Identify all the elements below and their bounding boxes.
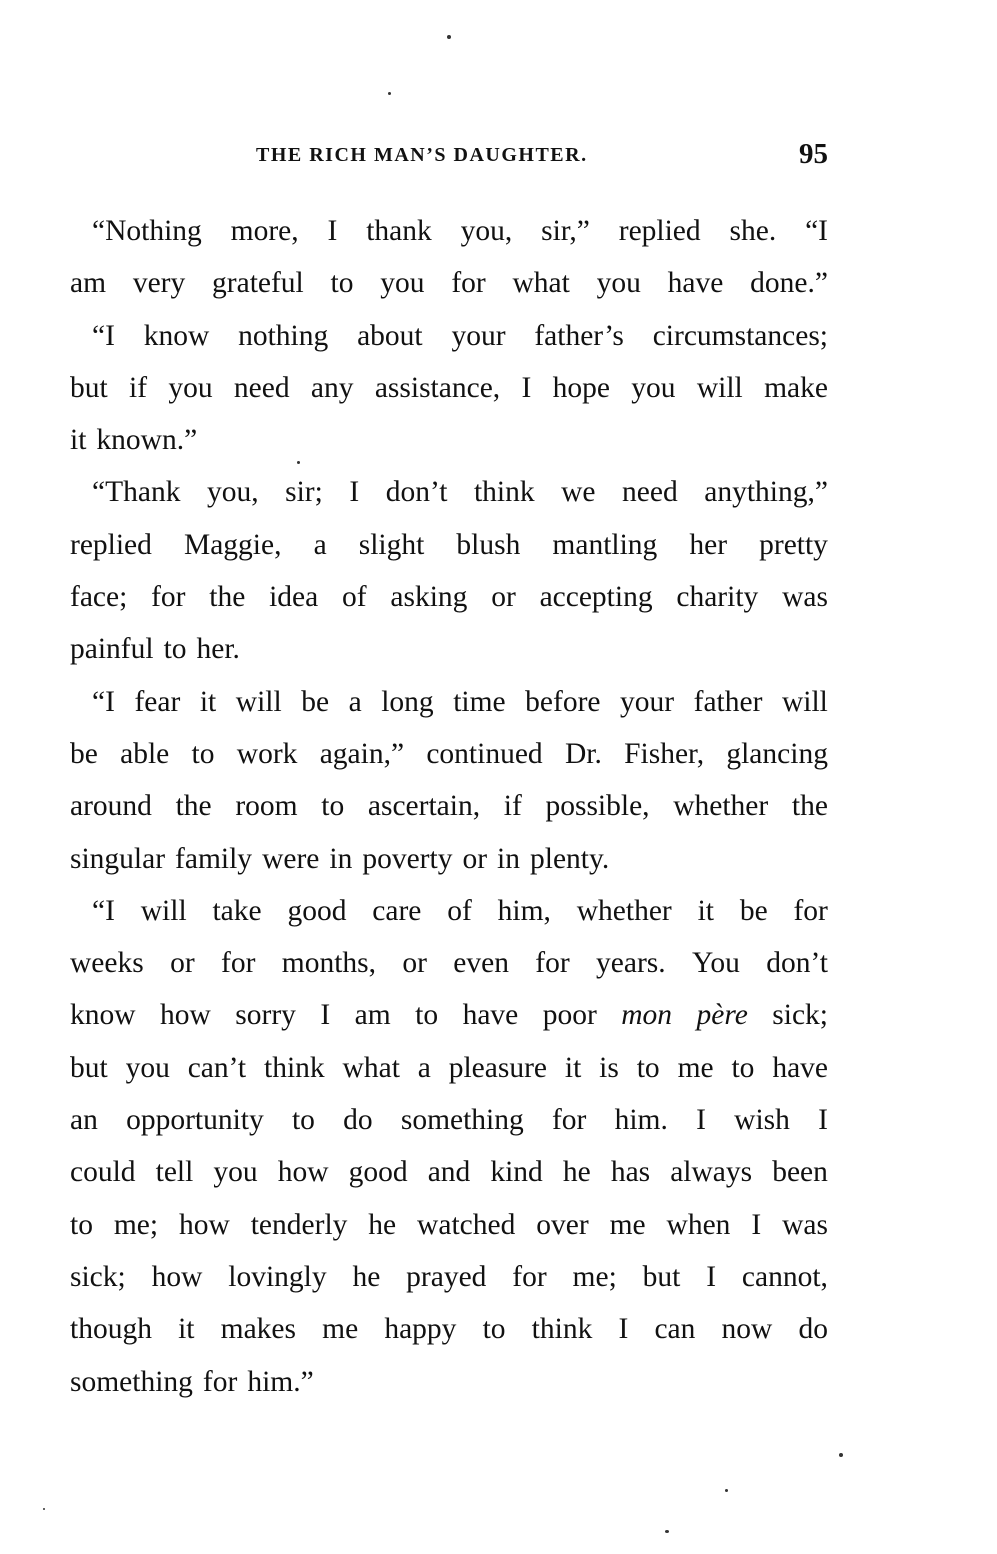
word: père <box>696 999 748 1032</box>
word: think <box>264 1051 325 1084</box>
word: opportunity <box>126 1104 264 1137</box>
word: to <box>321 790 345 823</box>
word: it <box>199 685 217 718</box>
word: assistance, <box>374 371 501 404</box>
word: take <box>212 894 262 927</box>
word: replied <box>618 215 701 247</box>
word: before <box>525 685 601 718</box>
word: “Nothing <box>92 215 202 247</box>
word: when <box>666 1208 731 1241</box>
word: long <box>381 685 434 718</box>
word: anything,” <box>704 476 828 509</box>
word: will <box>781 685 828 718</box>
word: ascertain, <box>367 790 481 823</box>
word: or <box>462 842 488 875</box>
word: years. <box>596 947 666 980</box>
text-line <box>70 833 828 885</box>
word: even <box>453 947 509 980</box>
word: sick; <box>70 1260 126 1293</box>
word: good <box>287 894 347 927</box>
word: how <box>160 999 211 1032</box>
word: for <box>551 1104 587 1137</box>
word: glancing <box>726 737 828 770</box>
word: father’s <box>534 319 624 352</box>
word: fear <box>134 685 181 718</box>
word: her <box>689 528 728 561</box>
word: replied <box>70 528 152 561</box>
word: for <box>151 581 186 614</box>
word: I <box>521 371 532 404</box>
word: Fisher, <box>624 737 705 770</box>
word: I <box>320 999 331 1032</box>
text-line <box>70 466 828 518</box>
word: if <box>503 790 522 823</box>
word: poverty <box>362 842 453 875</box>
word: of <box>447 894 472 927</box>
running-title: THE RICH MAN’S DAUGHTER. <box>256 144 588 166</box>
word: will <box>140 894 187 927</box>
word: what <box>342 1051 400 1084</box>
word: him. <box>614 1104 668 1137</box>
word: will <box>235 685 282 718</box>
word: you, <box>460 215 513 247</box>
word: to <box>636 1051 660 1084</box>
word: you, <box>206 476 259 509</box>
word: possible, <box>545 790 650 823</box>
word: you <box>168 371 213 404</box>
word: but <box>642 1260 681 1293</box>
word: family <box>175 842 253 875</box>
word: time <box>453 685 506 718</box>
word: to <box>291 1104 315 1137</box>
word: happy <box>384 1313 457 1346</box>
word: again,” <box>319 737 405 770</box>
page-number: 95 <box>799 138 828 170</box>
word: were <box>262 842 320 875</box>
word: can’t <box>187 1051 247 1084</box>
word: you <box>125 1051 170 1084</box>
scan-speck <box>388 92 391 95</box>
word: Dr. <box>564 737 602 770</box>
word: singular <box>70 842 166 875</box>
word: for <box>451 267 486 300</box>
scan-speck <box>665 1530 669 1533</box>
word: a <box>348 685 362 718</box>
word: around <box>70 790 152 823</box>
word: or <box>491 581 516 614</box>
word: able <box>120 737 170 770</box>
word: “Thank <box>92 476 181 509</box>
word: to <box>163 633 187 666</box>
word: or <box>170 947 195 980</box>
word: to <box>330 267 354 300</box>
word: think <box>531 1313 593 1346</box>
text-line <box>70 414 828 466</box>
word: was <box>782 1208 828 1241</box>
word: work <box>236 737 298 770</box>
word: continued <box>426 737 543 770</box>
body-text <box>70 205 828 1408</box>
word: know <box>70 999 136 1032</box>
word: for <box>793 894 828 927</box>
scan-speck <box>725 1489 728 1492</box>
word: wish <box>734 1104 790 1137</box>
word: make <box>764 371 828 404</box>
word: asking <box>390 581 468 614</box>
word: known.” <box>96 424 198 457</box>
word: if <box>129 371 148 404</box>
word: poor <box>542 999 597 1032</box>
word: it <box>697 894 714 927</box>
word: me; <box>572 1260 617 1293</box>
word: I <box>751 1208 762 1241</box>
word: how <box>151 1260 203 1293</box>
word: have <box>667 267 724 300</box>
text-line <box>70 728 828 780</box>
word: accepting <box>539 581 653 614</box>
word: thank <box>366 215 432 247</box>
word: “I <box>805 215 828 247</box>
word: lovingly <box>228 1260 327 1293</box>
word: he <box>352 1260 381 1293</box>
word: face; <box>70 581 128 614</box>
word: tell <box>155 1156 194 1189</box>
word: more, <box>230 215 299 247</box>
word: grateful <box>212 267 304 300</box>
word: something <box>70 1365 193 1398</box>
word: but <box>70 1051 108 1084</box>
word: your <box>620 685 675 718</box>
word: to <box>70 1208 93 1241</box>
word: slight <box>358 528 425 561</box>
word: he <box>562 1156 591 1189</box>
word: circumstances; <box>652 319 828 352</box>
word: now <box>721 1313 773 1346</box>
word: the <box>175 790 212 823</box>
word: tenderly <box>250 1208 348 1241</box>
text-line <box>70 1356 828 1408</box>
text-line <box>70 676 828 728</box>
word: over <box>536 1208 589 1241</box>
text-line <box>70 519 828 571</box>
word: can <box>654 1313 696 1346</box>
word: you <box>596 267 641 300</box>
text-line <box>70 1303 828 1355</box>
word: don’t <box>766 947 828 980</box>
word: for <box>202 1365 238 1398</box>
word: good <box>348 1156 408 1189</box>
word: me <box>609 1208 646 1241</box>
word: be <box>70 737 98 770</box>
word: has <box>610 1156 651 1189</box>
word: I <box>696 1104 706 1137</box>
word: for <box>512 1260 547 1293</box>
text-line <box>70 205 828 257</box>
word: it <box>564 1051 582 1084</box>
word: always <box>670 1156 753 1189</box>
word: me <box>322 1313 359 1346</box>
word: idea <box>269 581 319 614</box>
word: whether <box>673 790 769 823</box>
word: months, <box>281 947 376 980</box>
word: and <box>427 1156 471 1189</box>
word: “I <box>92 319 115 352</box>
word: to <box>731 1051 755 1084</box>
word: pretty <box>759 528 828 561</box>
word: a <box>313 528 327 561</box>
scan-speck <box>839 1453 843 1457</box>
word: it <box>70 424 87 457</box>
word: I <box>818 1104 828 1137</box>
text-line <box>70 885 828 937</box>
word: me; <box>113 1208 159 1241</box>
word: about <box>357 319 423 352</box>
word: be <box>301 685 330 718</box>
word: how <box>179 1208 230 1241</box>
word: kind <box>490 1156 543 1189</box>
word: I <box>618 1313 629 1346</box>
text-line <box>70 571 828 623</box>
word: any <box>310 371 354 404</box>
word: the <box>791 790 828 823</box>
word: charity <box>676 581 759 614</box>
word: he <box>368 1208 397 1241</box>
word: have <box>772 1051 828 1084</box>
text-line <box>70 257 828 309</box>
word: to <box>191 737 215 770</box>
word: painful <box>70 633 154 666</box>
word: hope <box>552 371 610 404</box>
word: pleasure <box>448 1051 548 1084</box>
word: to <box>415 999 439 1032</box>
text-line <box>70 780 828 832</box>
word: sir; <box>285 476 323 509</box>
word: we <box>561 476 596 509</box>
word: be <box>739 894 768 927</box>
word: father <box>693 685 763 718</box>
word: though <box>70 1313 152 1346</box>
word: me <box>677 1051 714 1084</box>
word: prayed <box>406 1260 487 1293</box>
word: You <box>692 947 740 980</box>
word: do <box>343 1104 373 1137</box>
word: how <box>277 1156 329 1189</box>
word: could <box>70 1156 136 1189</box>
word: or <box>402 947 427 980</box>
word: am <box>354 999 391 1032</box>
word: in <box>497 842 520 875</box>
text-line <box>70 623 828 675</box>
word: was <box>782 581 828 614</box>
text-line <box>70 1251 828 1303</box>
scan-speck <box>43 1508 45 1510</box>
word: you <box>380 267 425 300</box>
word: whether <box>576 894 672 927</box>
word: “I <box>92 894 115 927</box>
word: but <box>70 371 108 404</box>
word: mantling <box>552 528 658 561</box>
word: know <box>143 319 210 352</box>
page-header <box>70 138 828 178</box>
word: need <box>622 476 678 509</box>
word: makes <box>220 1313 297 1346</box>
word: need <box>233 371 290 404</box>
word: cannot, <box>741 1260 828 1293</box>
word: room <box>235 790 298 823</box>
text-line <box>70 1094 828 1146</box>
word: nothing <box>238 319 329 352</box>
text-line <box>70 937 828 989</box>
word: for <box>535 947 570 980</box>
word: Maggie, <box>183 528 282 561</box>
text-line <box>70 310 828 362</box>
word: what <box>512 267 570 300</box>
word: she. <box>729 215 777 247</box>
text-line <box>70 989 828 1041</box>
text-line <box>70 1199 828 1251</box>
word: think <box>473 476 535 509</box>
word: done.” <box>750 267 828 300</box>
word: I <box>706 1260 717 1293</box>
word: of <box>342 581 367 614</box>
word: very <box>132 267 186 300</box>
word: care <box>372 894 422 927</box>
word: do <box>798 1313 828 1346</box>
word: for <box>221 947 256 980</box>
word: watched <box>417 1208 516 1241</box>
word: him.” <box>247 1365 314 1398</box>
text-line <box>70 1042 828 1094</box>
text-line <box>70 362 828 414</box>
word: I <box>327 215 338 247</box>
word: an <box>70 1104 98 1137</box>
word: I <box>349 476 360 509</box>
word: in <box>329 842 353 875</box>
word: your <box>451 319 506 352</box>
scan-speck <box>297 461 300 464</box>
word: “I <box>92 685 115 718</box>
word: have <box>462 999 519 1032</box>
word: weeks <box>70 947 144 980</box>
word: her. <box>196 633 240 666</box>
word: is <box>599 1051 619 1084</box>
word: him, <box>497 894 551 927</box>
word: been <box>772 1156 828 1189</box>
text-line <box>70 1146 828 1198</box>
word: sick; <box>772 999 828 1032</box>
word: don’t <box>385 476 448 509</box>
scan-speck <box>447 35 451 39</box>
word: you <box>213 1156 258 1189</box>
word: will <box>696 371 743 404</box>
word: you <box>631 371 676 404</box>
word: sorry <box>235 999 296 1032</box>
word: something <box>400 1104 524 1137</box>
word: the <box>209 581 246 614</box>
word: mon <box>621 999 673 1032</box>
word: a <box>417 1051 431 1084</box>
word: sir,” <box>541 215 590 247</box>
word: it <box>178 1313 195 1346</box>
word: to <box>482 1313 506 1346</box>
word: plenty. <box>530 842 610 875</box>
word: blush <box>456 528 521 561</box>
word: am <box>70 267 107 300</box>
